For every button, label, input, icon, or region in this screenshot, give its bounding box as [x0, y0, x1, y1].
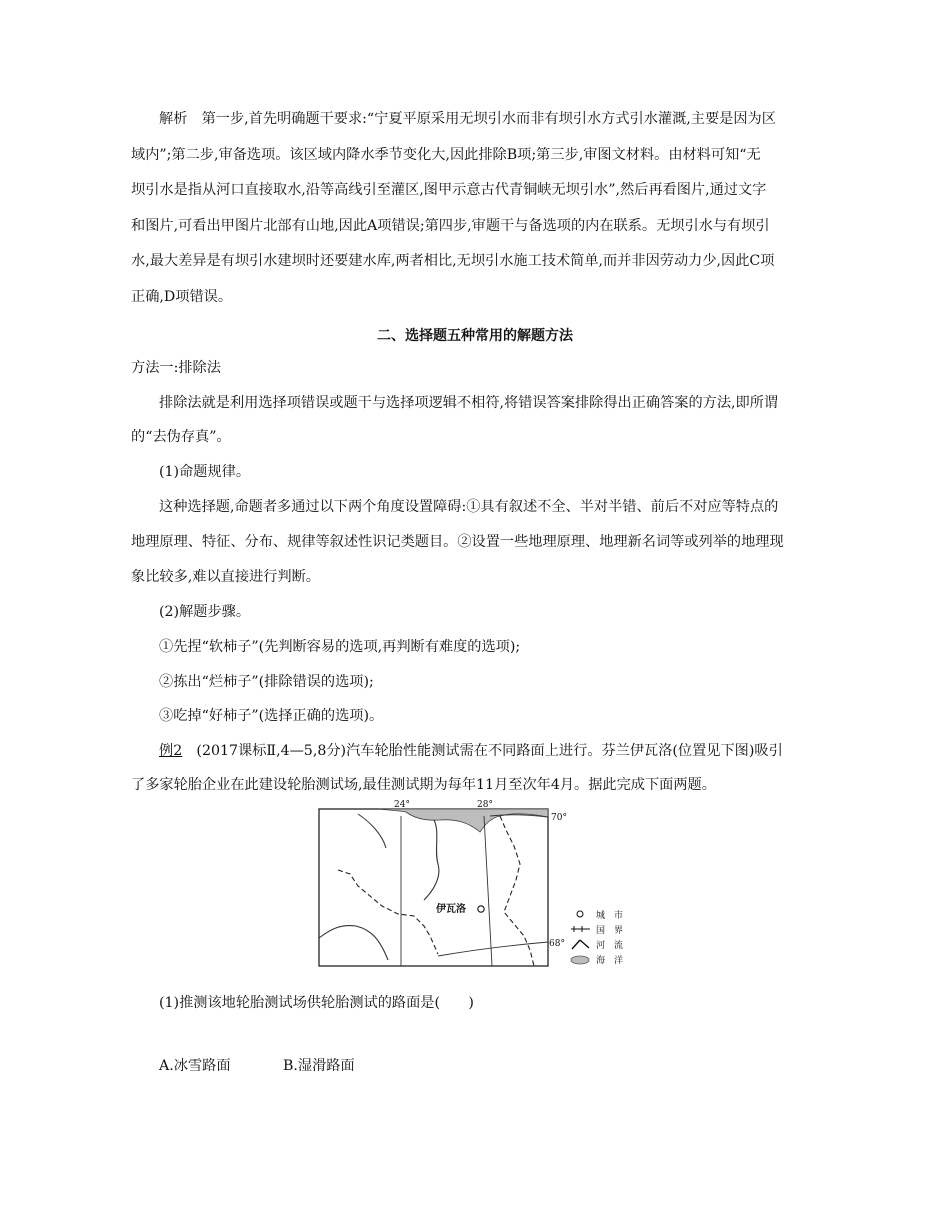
rule-text-line-2: 地理原理、特征、分布、规律等叙述性识记类题目。②设置一些地理原理、地理新名词等或列举的地理现: [131, 534, 784, 550]
legend-border-icon: [571, 926, 590, 932]
analysis-line-1: 解析 第一步,首先明确题干要求:“宁夏平原采用无坝引水而非有坝引水方式引水灌溉,主要是因为区: [159, 111, 776, 127]
analysis-line-5: 水,最大差异是有坝引水建坝时还要建水库,两者相比,无坝引水施工技术简单,而并非因劳动力少,因此C项: [131, 253, 775, 269]
step-1: ①先捏“软柿子”(先判断容易的选项,再判断有难度的选项);: [159, 639, 521, 655]
city-label: 伊瓦洛: [436, 904, 466, 915]
method-intro-line-2: 的“去伪存真”。: [131, 429, 231, 445]
lon-label-28: 28°: [477, 800, 493, 810]
option-a: A.冰雪路面: [159, 1058, 231, 1074]
analysis-line-4: 和图片,可看出甲图片北部有山地,因此A项错误;第四步,审题干与备选项的内在联系。无坝引水与有坝引: [131, 218, 770, 234]
legend-ocean-label: 海 洋: [596, 956, 624, 966]
rule-heading: (1)命题规律。: [159, 464, 251, 480]
option-b: B.湿滑路面: [283, 1058, 355, 1074]
question-1: (1)推测该地轮胎测试场供轮胎测试的路面是( ): [159, 995, 474, 1011]
method-intro-line-1: 排除法就是利用选择项错误或题干与选择项逻辑不相符,将错误答案排除得出正确答案的方法,即所谓: [159, 395, 779, 411]
lat-label-70: 70°: [551, 813, 567, 823]
step-3: ③吃掉“好柿子”(选择正确的选项)。: [159, 708, 384, 724]
step-2: ②拣出“烂柿子”(排除错误的选项);: [159, 674, 374, 690]
example-text-1: (2017课标Ⅱ,4—5,8分)汽车轮胎性能测试需在不同路面上进行。芬兰伊瓦洛(位置见下图)吸引: [182, 743, 783, 759]
rule-text-line-3: 象比较多,难以直接进行判断。: [131, 569, 320, 585]
legend-city-icon: [577, 911, 583, 917]
example-label: 例2: [159, 743, 183, 759]
section-title: 二、选择题五种常用的解题方法: [377, 328, 573, 344]
lat-label-68: 68°: [549, 939, 565, 949]
legend-city-label: 城 市: [596, 911, 624, 921]
legend-river-icon: [572, 940, 589, 949]
legend-border-label: 国 界: [596, 926, 624, 936]
analysis-line-3: 坝引水是指从河口直接取水,沿等高线引至灌区,图甲示意古代青铜峡无坝引水”,然后再看图片,通过文字: [131, 182, 767, 198]
method-title: 方法一:排除法: [131, 360, 221, 376]
lon-label-24: 24°: [394, 800, 410, 810]
legend-ocean-icon: [571, 956, 589, 964]
ivalo-location-map: [318, 800, 634, 970]
steps-heading: (2)解题步骤。: [159, 604, 251, 620]
legend-river-label: 河 流: [596, 941, 624, 951]
analysis-line-2: 域内”;第二步,审备选项。该区域内降水季节变化大,因此排除B项;第三步,审图文材料。由材料可知“无: [131, 147, 761, 163]
rule-text-line-1: 这种选择题,命题者多通过以下两个角度设置障碍:①具有叙述不全、半对半错、前后不对应等特点的: [159, 499, 779, 515]
example-line-2: 了多家轮胎企业在此建设轮胎测试场,最佳测试期为每年11月至次年4月。据此完成下面两题。: [131, 777, 716, 793]
analysis-line-6: 正确,D项错误。: [131, 289, 233, 305]
ivalo-city-marker: [478, 906, 484, 912]
example-line-1: [159, 741, 783, 761]
